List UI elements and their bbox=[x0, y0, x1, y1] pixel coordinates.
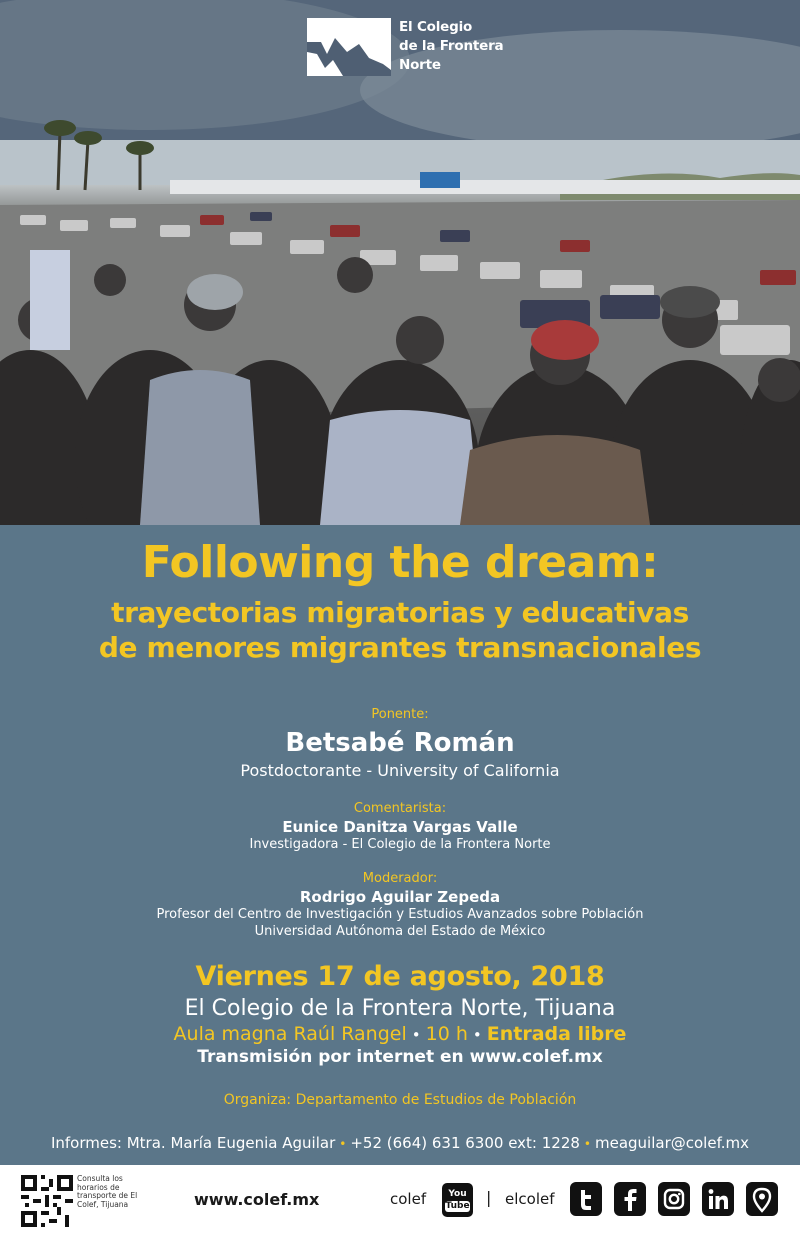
contact-phone: +52 (664) 631 6300 ext: 1228 bbox=[350, 1134, 580, 1152]
hero-photo bbox=[0, 0, 800, 525]
youtube-handle: colef bbox=[390, 1190, 427, 1208]
event-organizer: Organiza: Departamento de Estudios de Población bbox=[223, 1092, 577, 1108]
logo-line-2: de la Frontera bbox=[399, 38, 504, 54]
event-title: Following the dream: bbox=[141, 537, 659, 588]
facebook-icon[interactable] bbox=[614, 1182, 646, 1216]
youtube-label-bottom: Tube bbox=[445, 1201, 470, 1211]
colef-logo-text bbox=[399, 18, 503, 75]
event-date: Viernes 17 de agosto, 2018 bbox=[195, 961, 605, 992]
stream-url-link[interactable]: www.colef.mx bbox=[469, 1047, 603, 1067]
event-room: Aula magna Raúl Rangel bbox=[173, 1023, 407, 1045]
subtitle-line-1: trayectorias migratorias y educativas bbox=[111, 596, 689, 629]
border-crossing-crowd-illustration bbox=[0, 0, 800, 525]
event-stream bbox=[0, 1047, 800, 1067]
moderator-label: Moderador: bbox=[362, 871, 438, 886]
youtube-icon[interactable] bbox=[442, 1183, 473, 1217]
footer-separator: | bbox=[486, 1188, 492, 1207]
footer-bar bbox=[0, 1165, 800, 1236]
speaker-name: Betsabé Román bbox=[285, 728, 515, 758]
twitter-icon[interactable] bbox=[570, 1182, 602, 1216]
event-entry: Entrada libre bbox=[486, 1023, 627, 1045]
moderator-role-line-1: Profesor del Centro de Investigación y Estudios Avanzados sobre Población bbox=[156, 907, 644, 922]
logo-line-1: El Colegio bbox=[399, 19, 473, 35]
commentator-name: Eunice Danitza Vargas Valle bbox=[282, 818, 518, 836]
speaker-label: Ponente: bbox=[371, 707, 429, 722]
bullet-separator: • bbox=[411, 1026, 421, 1044]
event-time: 10 h bbox=[425, 1023, 468, 1045]
commentator-role: Investigadora - El Colegio de la Frontera Norte bbox=[249, 837, 551, 852]
event-subtitle bbox=[0, 595, 800, 665]
footer-website-link[interactable]: www.colef.mx bbox=[194, 1190, 320, 1209]
stream-prefix: Transmisión por internet en bbox=[197, 1047, 470, 1067]
contact-line bbox=[0, 1134, 800, 1152]
event-info-panel bbox=[0, 525, 800, 1165]
qr-caption: Consulta los horarios de transporte de El Colef, Tijuana bbox=[77, 1174, 138, 1209]
colef-logo-mark-icon bbox=[307, 18, 391, 76]
instagram-icon[interactable] bbox=[658, 1182, 690, 1216]
subtitle-line-2: de menores migrantes transnacionales bbox=[98, 631, 702, 664]
social-handle: elcolef bbox=[505, 1190, 555, 1208]
contact-name: Informes: Mtra. María Eugenia Aguilar bbox=[50, 1134, 336, 1152]
moderator-role-line-2: Universidad Autónoma del Estado de México bbox=[254, 924, 546, 939]
bullet-separator: • bbox=[583, 1137, 591, 1151]
linkedin-icon[interactable] bbox=[702, 1182, 734, 1216]
speaker-role: Postdoctorante - University of California bbox=[240, 761, 560, 780]
youtube-label-top: You bbox=[448, 1189, 467, 1199]
contact-email-link[interactable]: meaguilar@colef.mx bbox=[595, 1134, 750, 1152]
event-place: El Colegio de la Frontera Norte, Tijuana bbox=[184, 996, 616, 1021]
bullet-separator: • bbox=[339, 1137, 347, 1151]
event-details bbox=[0, 1023, 800, 1045]
location-pin-icon[interactable] bbox=[746, 1182, 778, 1216]
commentator-label: Comentarista: bbox=[353, 801, 447, 816]
bullet-separator: • bbox=[472, 1026, 482, 1044]
colef-logo bbox=[307, 18, 507, 78]
moderator-name: Rodrigo Aguilar Zepeda bbox=[299, 888, 501, 906]
qr-code-icon[interactable] bbox=[21, 1175, 73, 1227]
logo-line-3: Norte bbox=[399, 57, 441, 73]
